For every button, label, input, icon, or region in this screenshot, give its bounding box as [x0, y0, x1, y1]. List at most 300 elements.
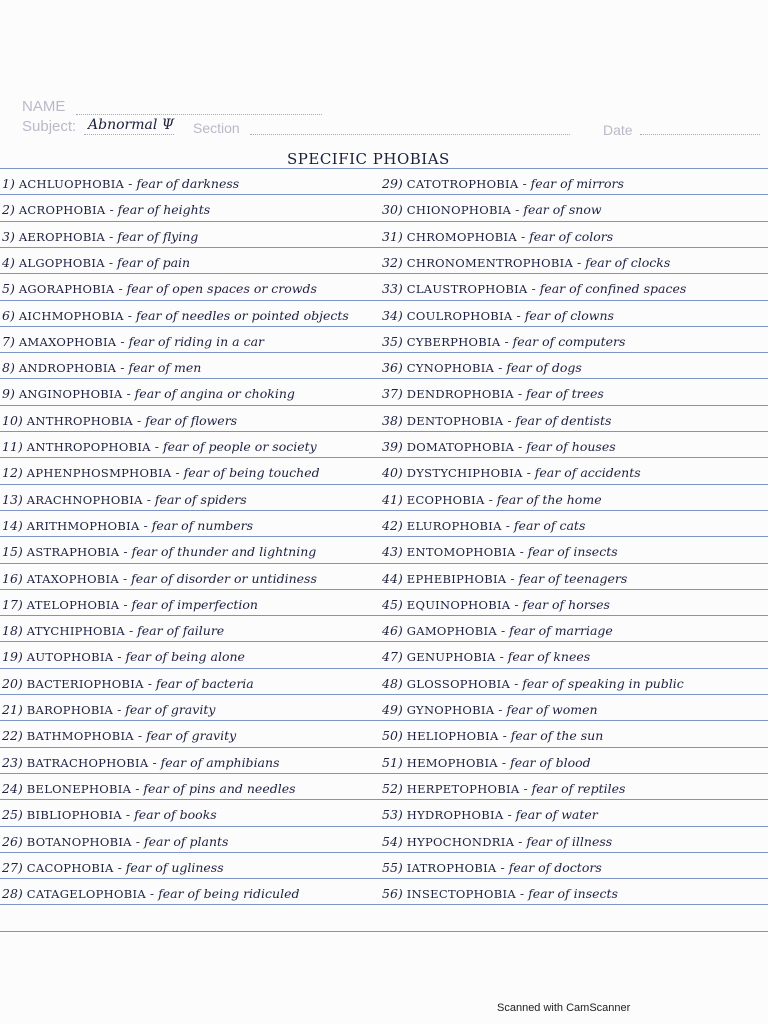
- entry-number: 48): [382, 675, 407, 691]
- entry-dash: -: [143, 675, 156, 691]
- phobia-term: DENTOPHOBIA: [406, 413, 504, 428]
- phobia-entry: [382, 571, 627, 586]
- phobia-meaning: fear of dogs: [506, 360, 582, 376]
- phobia-term: GENUPHOBIA: [406, 650, 496, 665]
- name-label: NAME: [22, 98, 66, 115]
- phobia-meaning: fear of heights: [117, 202, 211, 218]
- phobia-term: BATHMOPHOBIA: [26, 729, 134, 744]
- entry-dash: -: [116, 333, 129, 349]
- ruled-line: [0, 378, 768, 379]
- entry-number: 54): [382, 833, 407, 849]
- phobia-term: AGORAPHOBIA: [18, 282, 115, 297]
- phobia-meaning: fear of clowns: [524, 307, 614, 323]
- phobia-term: BIBLIOPHOBIA: [26, 808, 122, 823]
- phobia-meaning: fear of gravity: [146, 728, 237, 744]
- entry-dash: -: [121, 807, 135, 823]
- date-label: Date: [603, 122, 633, 138]
- phobia-term: CYNOPHOBIA: [406, 361, 495, 376]
- entry-number: 36): [382, 360, 407, 376]
- phobia-entry: [2, 518, 253, 533]
- entry-dash: -: [494, 360, 507, 376]
- phobia-term: CHIONOPHOBIA: [406, 203, 512, 218]
- phobia-meaning: fear of teenagers: [518, 570, 628, 586]
- entry-dash: -: [139, 517, 152, 533]
- phobia-meaning: fear of pins and needles: [143, 780, 296, 796]
- phobia-term: COULROPHOBIA: [406, 308, 513, 323]
- entry-dash: -: [133, 728, 147, 744]
- phobia-term: ATYCHIPHOBIA: [26, 624, 125, 639]
- entry-dash: -: [518, 176, 531, 191]
- phobia-meaning: fear of dentists: [515, 412, 612, 428]
- phobia-term: GAMOPHOBIA: [406, 624, 497, 639]
- phobia-term: AMAXOPHOBIA: [18, 334, 117, 349]
- phobia-entry: [2, 439, 317, 454]
- entry-dash: -: [497, 754, 511, 770]
- phobia-entry: [2, 886, 300, 901]
- phobia-meaning: fear of insects: [527, 544, 618, 560]
- phobia-entry: [2, 807, 217, 822]
- entry-dash: -: [104, 254, 118, 270]
- scanner-watermark: Scanned with CamScanner: [497, 1002, 631, 1014]
- page-title: SPECIFIC PHOBIAS: [287, 150, 450, 168]
- phobia-term: DENDROPHOBIA: [406, 387, 514, 402]
- phobia-meaning: fear of reptiles: [531, 780, 626, 796]
- ruled-line: [0, 168, 768, 169]
- phobia-term: INSECTOPHOBIA: [406, 887, 516, 902]
- phobia-term: BACTERIOPHOBIA: [26, 676, 144, 691]
- entry-dash: -: [113, 702, 126, 717]
- ruled-line: [0, 799, 768, 800]
- phobia-meaning: fear of cats: [513, 517, 586, 533]
- entry-number: 9): [2, 386, 19, 402]
- phobia-entry: [2, 755, 279, 770]
- phobia-meaning: fear of water: [515, 807, 598, 823]
- phobia-meaning: fear of failure: [137, 623, 225, 639]
- phobia-term: ACROPHOBIA: [18, 203, 106, 218]
- phobia-entry: [2, 229, 198, 244]
- ruled-line: [0, 720, 768, 721]
- phobia-entry: [2, 176, 239, 191]
- entry-number: 45): [382, 596, 407, 612]
- entry-number: 47): [382, 649, 407, 665]
- entry-dash: -: [519, 780, 532, 796]
- entry-number: 21): [2, 702, 27, 717]
- entry-number: 27): [2, 859, 27, 875]
- phobia-term: GLOSSOPHOBIA: [406, 676, 511, 691]
- entry-dash: -: [150, 439, 163, 454]
- section-line: [250, 134, 570, 135]
- entry-dash: -: [113, 859, 126, 875]
- phobia-term: HERPETOPHOBIA: [406, 781, 520, 796]
- phobia-meaning: fear of houses: [526, 439, 616, 454]
- subject-line: [84, 134, 174, 135]
- phobia-meaning: fear of flying: [117, 228, 199, 244]
- phobia-term: ARITHMOPHOBIA: [26, 518, 140, 533]
- phobia-term: ECOPHOBIA: [406, 492, 485, 507]
- phobia-entry: [2, 465, 320, 480]
- phobia-meaning: fear of flowers: [145, 412, 238, 428]
- phobia-term: ELUROPHOBIA: [406, 518, 502, 533]
- phobia-meaning: fear of books: [134, 807, 217, 823]
- phobia-entry: [382, 676, 684, 691]
- entry-dash: -: [119, 570, 132, 586]
- ruled-line: [0, 221, 768, 222]
- phobia-meaning: fear of women: [506, 702, 598, 717]
- phobia-entry: [382, 492, 602, 507]
- entry-dash: -: [515, 886, 529, 902]
- entry-number: 8): [2, 360, 19, 376]
- entry-dash: -: [105, 228, 118, 244]
- phobia-term: CATOTROPHOBIA: [406, 177, 519, 191]
- phobia-entry: [382, 834, 612, 849]
- phobia-entry: [2, 702, 215, 717]
- entry-dash: -: [145, 886, 159, 902]
- entry-number: 1): [2, 176, 19, 191]
- phobia-entry: [382, 308, 614, 323]
- phobia-term: ATAXOPHOBIA: [26, 571, 119, 586]
- ruled-line: [0, 510, 768, 511]
- ruled-line: [0, 694, 768, 695]
- phobia-entry: [382, 518, 585, 533]
- entry-dash: -: [514, 833, 527, 849]
- entry-dash: -: [510, 596, 523, 612]
- ruled-line: [0, 431, 768, 432]
- entry-number: 20): [2, 675, 27, 691]
- entry-dash: -: [113, 649, 126, 665]
- phobia-term: ANTHROPOPHOBIA: [26, 440, 151, 454]
- entry-number: 25): [2, 807, 27, 823]
- phobia-term: HYDROPHOBIA: [406, 808, 504, 823]
- phobia-term: ALGOPHOBIA: [18, 255, 105, 270]
- entry-number: 52): [382, 780, 407, 796]
- entry-dash: -: [527, 281, 540, 297]
- phobia-entry: [2, 597, 258, 612]
- entry-number: 43): [382, 544, 407, 560]
- entry-number: 35): [382, 333, 407, 349]
- phobia-meaning: fear of people or society: [162, 439, 317, 454]
- entry-dash: -: [573, 254, 586, 270]
- date-line: [640, 134, 760, 135]
- ruled-line: [0, 273, 768, 274]
- entry-number: 26): [2, 833, 27, 849]
- phobia-term: DOMATOPHOBIA: [406, 440, 515, 454]
- phobia-entry: [382, 544, 618, 559]
- entry-dash: -: [496, 623, 510, 639]
- phobia-entry: [382, 386, 604, 401]
- phobia-term: EPHEBIPHOBIA: [406, 571, 507, 586]
- phobia-term: ANDROPHOBIA: [18, 361, 117, 376]
- entry-number: 53): [382, 807, 407, 823]
- phobia-entry: [382, 360, 582, 375]
- phobia-meaning: fear of men: [128, 360, 202, 376]
- phobia-entry: [2, 281, 317, 296]
- phobia-meaning: fear of darkness: [136, 176, 240, 191]
- phobia-term: CATAGELOPHOBIA: [26, 887, 146, 902]
- phobia-term: CYBERPHOBIA: [406, 334, 501, 349]
- phobia-entry: [382, 886, 618, 901]
- phobia-meaning: fear of mirrors: [530, 176, 624, 191]
- phobia-meaning: fear of snow: [523, 202, 602, 218]
- phobia-entry: [382, 728, 603, 743]
- entry-dash: -: [133, 412, 146, 428]
- phobia-term: GYNOPHOBIA: [406, 703, 495, 717]
- entry-number: 34): [382, 307, 407, 323]
- phobia-entry: [382, 781, 625, 796]
- entry-number: 22): [2, 728, 27, 744]
- entry-dash: -: [131, 780, 144, 796]
- phobia-meaning: fear of numbers: [151, 517, 254, 533]
- phobia-meaning: fear of imperfection: [131, 596, 258, 612]
- entry-number: 3): [2, 228, 19, 244]
- entry-number: 6): [2, 307, 19, 323]
- phobia-entry: [382, 702, 598, 717]
- phobia-meaning: fear of amphibians: [160, 754, 280, 770]
- entry-dash: -: [515, 544, 528, 560]
- phobia-term: BAROPHOBIA: [26, 703, 114, 717]
- ruled-line: [0, 615, 768, 616]
- entry-number: 5): [2, 281, 19, 297]
- phobia-entry: [2, 413, 237, 428]
- ruled-line: [0, 484, 768, 485]
- entry-dash: -: [122, 386, 135, 402]
- phobia-meaning: fear of bacteria: [155, 675, 254, 691]
- phobia-entry: [2, 334, 264, 349]
- entry-dash: -: [501, 517, 514, 533]
- phobia-entry: [382, 229, 613, 244]
- phobia-entry: [2, 308, 349, 323]
- phobia-meaning: fear of the home: [496, 491, 602, 507]
- phobia-meaning: fear of marriage: [509, 623, 613, 639]
- entry-dash: -: [105, 202, 118, 218]
- phobia-meaning: fear of open spaces or crowds: [126, 281, 317, 297]
- phobia-meaning: fear of ugliness: [125, 859, 224, 875]
- phobia-entry: [2, 834, 228, 849]
- entry-dash: -: [123, 307, 136, 323]
- phobia-entry: [382, 176, 624, 191]
- entry-dash: -: [514, 439, 527, 454]
- phobia-entry: [382, 597, 610, 612]
- phobia-entry: [2, 860, 224, 875]
- entry-number: 18): [2, 623, 27, 639]
- phobia-meaning: fear of insects: [528, 886, 618, 902]
- ruled-line: [0, 931, 768, 932]
- phobia-entry: [382, 334, 625, 349]
- phobia-meaning: fear of plants: [143, 833, 229, 849]
- ruled-line: [0, 826, 768, 827]
- entry-dash: -: [119, 596, 132, 612]
- ruled-line: [0, 878, 768, 879]
- phobia-term: BATRACHOPHOBIA: [26, 755, 149, 770]
- entry-dash: -: [495, 649, 508, 665]
- ruled-line: [0, 747, 768, 748]
- entry-number: 39): [382, 439, 407, 454]
- ruled-line: [0, 300, 768, 301]
- entry-number: 19): [2, 649, 27, 665]
- phobia-entry: [2, 571, 317, 586]
- phobia-entry: [382, 255, 670, 270]
- phobia-term: ASTRAPHOBIA: [26, 545, 120, 560]
- entry-dash: -: [114, 281, 127, 297]
- phobia-term: ENTOMOPHOBIA: [406, 545, 516, 560]
- entry-dash: -: [484, 491, 497, 507]
- phobia-term: HELIOPHOBIA: [406, 729, 499, 744]
- entry-number: 29): [382, 176, 407, 191]
- phobia-entry: [2, 360, 201, 375]
- phobia-term: ACHLUOPHOBIA: [18, 177, 125, 191]
- phobia-entry: [2, 255, 190, 270]
- phobia-meaning: fear of speaking in public: [522, 675, 684, 691]
- phobia-meaning: fear of trees: [526, 386, 604, 402]
- phobia-entry: [2, 623, 224, 638]
- entry-number: 38): [382, 412, 407, 428]
- subject-value: Abnormal Ψ: [88, 117, 175, 133]
- phobia-entry: [382, 623, 613, 638]
- phobia-term: CLAUSTROPHOBIA: [406, 282, 528, 297]
- phobia-meaning: fear of confined spaces: [539, 281, 687, 297]
- phobia-entry: [2, 649, 245, 664]
- phobia-meaning: fear of disorder or untidiness: [131, 570, 317, 586]
- entry-number: 24): [2, 780, 27, 796]
- entry-number: 15): [2, 544, 27, 560]
- entry-number: 51): [382, 754, 407, 770]
- entry-number: 33): [382, 281, 407, 297]
- phobia-entry: [382, 202, 602, 217]
- phobia-entry: [382, 755, 591, 770]
- entry-dash: -: [494, 702, 507, 717]
- phobia-meaning: fear of doctors: [508, 859, 602, 875]
- entry-number: 23): [2, 754, 27, 770]
- entry-dash: -: [131, 833, 144, 849]
- entry-number: 30): [382, 202, 407, 218]
- phobia-meaning: fear of being alone: [125, 649, 245, 665]
- entry-number: 28): [2, 886, 27, 902]
- phobia-meaning: fear of colors: [529, 228, 614, 244]
- entry-dash: -: [124, 623, 138, 639]
- entry-number: 16): [2, 570, 27, 586]
- entry-number: 44): [382, 570, 407, 586]
- phobia-entry: [382, 439, 616, 454]
- phobia-meaning: fear of spiders: [154, 491, 247, 507]
- phobia-term: EQUINOPHOBIA: [406, 597, 511, 612]
- phobia-meaning: fear of illness: [526, 833, 613, 849]
- phobia-meaning: fear of being touched: [183, 465, 320, 481]
- ruled-line: [0, 536, 768, 537]
- phobia-term: ANGINOPHOBIA: [18, 387, 123, 402]
- ruled-line: [0, 247, 768, 248]
- phobia-meaning: fear of riding in a car: [128, 333, 265, 349]
- subject-label: Subject:: [22, 118, 77, 135]
- entry-dash: -: [142, 491, 155, 507]
- ruled-line: [0, 668, 768, 669]
- phobia-meaning: fear of clocks: [585, 254, 671, 270]
- entry-dash: -: [522, 465, 535, 481]
- entry-dash: -: [512, 307, 525, 323]
- phobia-term: IATROPHOBIA: [406, 860, 497, 875]
- entry-dash: -: [510, 675, 523, 691]
- entry-dash: -: [496, 859, 509, 875]
- phobia-meaning: fear of horses: [522, 596, 610, 612]
- ruled-line: [0, 563, 768, 564]
- entry-number: 12): [2, 465, 27, 481]
- entry-number: 11): [2, 439, 27, 454]
- ruled-line: [0, 352, 768, 353]
- entry-number: 50): [382, 728, 407, 744]
- phobia-entry: [2, 728, 236, 743]
- phobia-term: ANTHROPHOBIA: [26, 413, 134, 428]
- phobia-entry: [382, 649, 590, 664]
- ruled-line: [0, 641, 768, 642]
- phobia-entry: [2, 676, 254, 691]
- entry-number: 49): [382, 702, 407, 717]
- entry-number: 13): [2, 491, 27, 507]
- entry-number: 55): [382, 859, 407, 875]
- phobia-entry: [382, 465, 641, 480]
- ruled-line: [0, 904, 768, 905]
- phobia-term: CACOPHOBIA: [26, 860, 114, 875]
- entry-number: 7): [2, 333, 19, 349]
- phobia-entry: [2, 202, 210, 217]
- phobia-entry: [2, 781, 296, 796]
- phobia-term: ARACHNOPHOBIA: [26, 492, 143, 507]
- phobia-term: HEMOPHOBIA: [406, 755, 498, 770]
- phobia-entry: [2, 492, 247, 507]
- phobia-term: CHROMOPHOBIA: [406, 229, 517, 244]
- phobia-meaning: fear of pain: [117, 254, 191, 270]
- entry-dash: -: [511, 202, 524, 218]
- entry-number: 10): [2, 412, 27, 428]
- phobia-term: APHENPHOSMPHOBIA: [26, 466, 172, 481]
- entry-number: 56): [382, 886, 407, 902]
- entry-number: 32): [382, 254, 407, 270]
- phobia-entry: [2, 544, 316, 559]
- entry-dash: -: [171, 465, 184, 481]
- ruled-line: [0, 589, 768, 590]
- entry-number: 46): [382, 623, 407, 639]
- phobia-entry: [2, 386, 295, 401]
- entry-number: 41): [382, 491, 407, 507]
- entry-number: 17): [2, 596, 27, 612]
- entry-dash: -: [119, 544, 132, 560]
- entry-dash: -: [124, 176, 137, 191]
- ruled-line: [0, 326, 768, 327]
- phobia-term: AEROPHOBIA: [18, 229, 106, 244]
- phobia-meaning: fear of thunder and lightning: [131, 544, 317, 560]
- name-line: [76, 114, 322, 115]
- phobia-entry: [382, 860, 602, 875]
- entry-number: 31): [382, 228, 407, 244]
- phobia-entry: [382, 807, 598, 822]
- entry-dash: -: [500, 333, 513, 349]
- entry-dash: -: [148, 754, 161, 770]
- entry-dash: -: [516, 228, 530, 244]
- phobia-term: AICHMOPHOBIA: [18, 308, 124, 323]
- section-label: Section: [193, 120, 240, 136]
- ruled-line: [0, 405, 768, 406]
- phobia-meaning: fear of needles or pointed objects: [135, 307, 349, 323]
- phobia-term: HYPOCHONDRIA: [406, 834, 515, 849]
- entry-number: 2): [2, 202, 19, 218]
- phobia-term: AUTOPHOBIA: [26, 650, 114, 665]
- entry-dash: -: [513, 386, 527, 402]
- phobia-meaning: fear of knees: [507, 649, 591, 665]
- phobia-entry: [382, 281, 686, 296]
- entry-number: 40): [382, 465, 407, 481]
- entry-number: 14): [2, 517, 27, 533]
- phobia-term: CHRONOMENTROPHOBIA: [406, 255, 574, 270]
- phobia-meaning: fear of computers: [512, 333, 626, 349]
- entry-dash: -: [116, 360, 129, 376]
- entry-dash: -: [503, 412, 516, 428]
